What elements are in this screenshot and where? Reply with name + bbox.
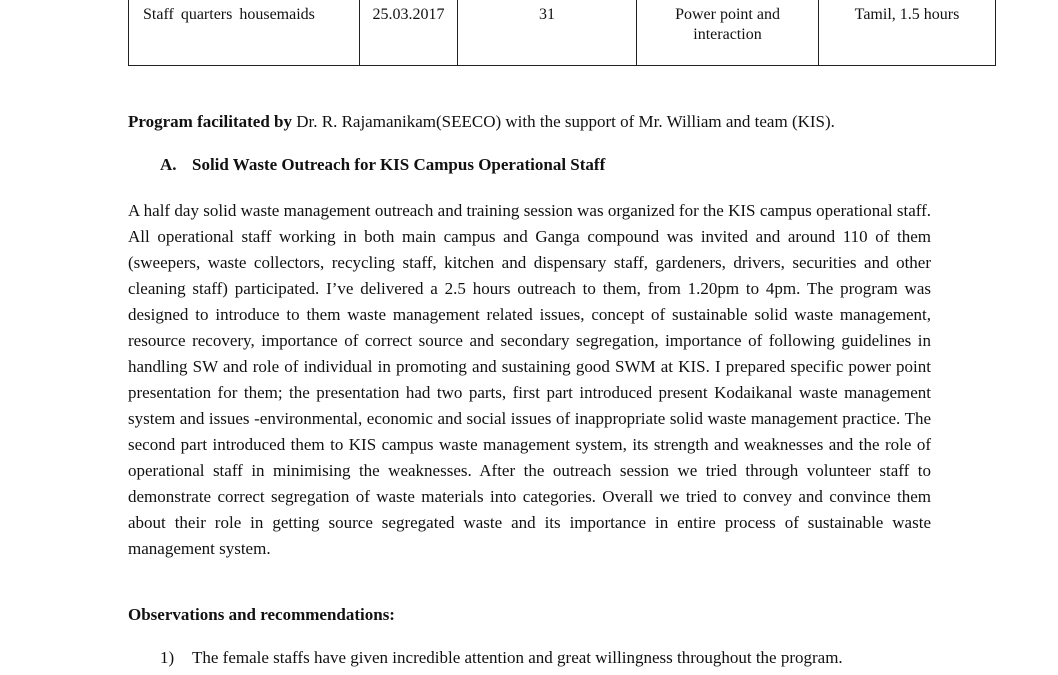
section-a-heading <box>160 155 605 175</box>
audience-cell: Staff quarters housemaids <box>129 0 360 66</box>
body-paragraph: A half day solid waste management outreach and training session was organized for the KIS campus operational staff. All operational staff working in both main campus and Ganga compound was invited and around 110 of them (sweepers, waste collectors, recycling staff, kitchen and dispensary staff, gardeners, drivers, securities and other cleaning staff) participated. I’ve delivered a 2.5 hours outreach to them, from 1.20pm to 4pm. The program was designed to introduce to them waste management related issues, concept of sustainable solid waste management, resource recovery, importance of correct source and secondary segregation, importance of following guidelines in handling SW and role of individual in promoting and sustaining good SWM at KIS. I prepared specific power point presentation for them; the presentation had two parts, first part introduced present Kodaikanal waste management system and issues -environmental, economic and social issues of inappropriate solid waste management practice. The second part introduced them to KIS campus waste management system, its strength and weaknesses and the role of operational staff in minimising the weaknesses. After the outreach session we tried through volunteer staff to demonstrate correct segregation of waste materials into categories. Overall we tried to convey and convince them about their role in getting source segregated waste and its importance in entire process of sustainable waste management system. <box>128 201 931 558</box>
facilitation-line <box>128 112 931 132</box>
date-cell: 25.03.2017 <box>360 0 458 66</box>
section-a-title: Solid Waste Outreach for KIS Campus Operational Staff <box>192 155 606 174</box>
list-item <box>160 648 843 668</box>
list-item-text: The female staffs have given incredible attention and great willingness throughout the program. <box>192 648 843 667</box>
method-cell: Power point and interaction <box>637 0 819 66</box>
language-duration-cell: Tamil, 1.5 hours <box>819 0 996 66</box>
table-row <box>129 0 996 66</box>
list-item-number: 1) <box>160 648 175 667</box>
section-a-marker: A. <box>160 155 177 174</box>
participant-count-cell: 31 <box>458 0 637 66</box>
facilitation-label: Program facilitated by <box>128 112 292 131</box>
sessions-table <box>128 0 996 66</box>
observations-heading: Observations and recommendations: <box>128 605 395 624</box>
facilitation-text: Dr. R. Rajamanikam(SEECO) with the support of Mr. William and team (KIS). <box>291 112 835 131</box>
